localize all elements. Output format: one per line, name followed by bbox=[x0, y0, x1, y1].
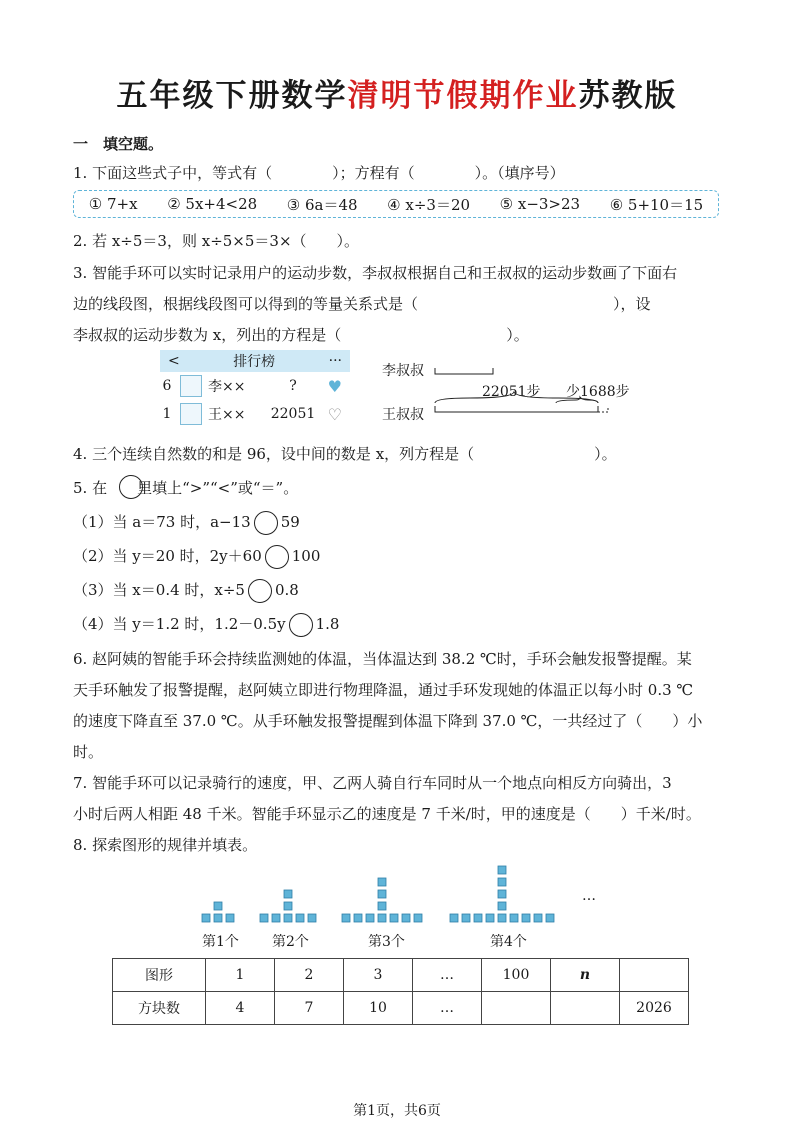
ellipsis: … bbox=[582, 888, 596, 904]
q5-value: 59 bbox=[280, 513, 300, 531]
q6-line1: 6. 赵阿姨的智能手环会持续监测她的体温，当体温达到 38.2 ℃时，手环会触发报警提醒。某 bbox=[73, 650, 692, 668]
user-name: 李×× bbox=[208, 379, 246, 395]
heart-outline-icon[interactable]: ♡ bbox=[327, 404, 342, 424]
q6-line3: 的速度下降直至 37.0 ℃。从手环触发报警提醒到体温下降到 37.0 ℃，一共经过了（ ）小 bbox=[73, 712, 703, 730]
q8-text: 8. 探索图形的规律并填表。 bbox=[73, 836, 258, 854]
q6-line2: 天手环触发了报警提醒，赵阿姨立即进行物理降温，通过手环发现她的体温正以每小时 0.3 ℃ bbox=[73, 681, 694, 699]
table-cell: 2 bbox=[275, 959, 344, 992]
table-header-cell: 图形 bbox=[113, 959, 206, 992]
title-part1: 五年级下册数学 bbox=[116, 78, 348, 114]
rank-number: 6 bbox=[162, 378, 172, 394]
answer-circle[interactable] bbox=[265, 545, 289, 569]
q1-option: ⑤ x−3>23 bbox=[499, 195, 581, 213]
rank-number: 1 bbox=[162, 406, 172, 422]
ranking-card bbox=[160, 350, 350, 432]
title-part3: 苏教版 bbox=[578, 78, 678, 114]
q1-options bbox=[73, 190, 719, 218]
q1-option: ② 5x+4<28 bbox=[167, 195, 258, 213]
table-cell: 4 bbox=[206, 992, 275, 1025]
q5-value: 1.8 bbox=[315, 615, 340, 633]
table-cell: 100 bbox=[482, 959, 551, 992]
q5-item bbox=[73, 579, 299, 603]
table-cell-blank[interactable] bbox=[551, 992, 620, 1025]
q3-line2: 边的线段图，根据线段图可以得到的等量关系式是（ ），设 bbox=[73, 295, 651, 313]
q7-line1: 7. 智能手环可以记录骑行的速度，甲、乙两人骑自行车同时从一个地点向相反方向骑出，3 bbox=[73, 774, 672, 792]
ranking-title: 排行榜 bbox=[233, 354, 276, 370]
q3-line3: 李叔叔的运动步数为 x，列出的方程是（ ）。 bbox=[73, 326, 529, 344]
more-icon[interactable]: ··· bbox=[328, 353, 342, 369]
q5-item bbox=[73, 545, 320, 569]
q1-text: 1. 下面这些式子中，等式有（ ）；方程有（ ）。（填序号） bbox=[73, 164, 565, 182]
wang-segment bbox=[435, 406, 598, 412]
section-heading: 一 填空题。 bbox=[73, 135, 164, 153]
heart-icon[interactable]: ♥ bbox=[327, 376, 342, 396]
pattern-table bbox=[112, 958, 689, 1025]
ranking-header bbox=[160, 350, 350, 372]
step-count: ? bbox=[289, 378, 297, 394]
q2-text: 2. 若 x÷5＝3，则 x÷5×5＝3×（ ）。 bbox=[73, 232, 360, 250]
table-cell: 2026 bbox=[620, 992, 689, 1025]
answer-circle[interactable] bbox=[254, 511, 278, 535]
q5-value: 100 bbox=[291, 547, 321, 565]
user-name: 王×× bbox=[208, 407, 246, 423]
diff-label: 少1688步 bbox=[566, 384, 630, 400]
fig-label: 第2个 bbox=[272, 934, 309, 950]
answer-circle[interactable] bbox=[119, 475, 143, 499]
block-pattern-figures bbox=[190, 856, 610, 926]
q5-item bbox=[73, 613, 339, 637]
q1-option: ① 7+x bbox=[88, 195, 138, 213]
table-cell: 10 bbox=[344, 992, 413, 1025]
table-cell: … bbox=[413, 959, 482, 992]
fig-label: 第1个 bbox=[202, 934, 239, 950]
fig-label: 第4个 bbox=[490, 934, 527, 950]
back-icon[interactable]: < bbox=[168, 353, 180, 369]
table-cell-blank[interactable] bbox=[620, 959, 689, 992]
fig-label: 第3个 bbox=[368, 934, 405, 950]
q5-expr: （3）当 x＝0.4 时，x÷5 bbox=[73, 581, 245, 599]
table-cell-blank[interactable] bbox=[482, 992, 551, 1025]
table-header-cell: 方块数 bbox=[113, 992, 206, 1025]
li-label: 李叔叔 bbox=[382, 363, 424, 379]
q3-line1: 3. 智能手环可以实时记录用户的运动步数，李叔叔根据自己和王叔叔的运动步数画了下面右 bbox=[73, 264, 678, 282]
table-row bbox=[113, 992, 689, 1025]
q7-line2: 小时后两人相距 48 千米。智能手环显示乙的速度是 7 千米/时，甲的速度是（ ）千米/时。 bbox=[73, 805, 701, 823]
q4-text: 4. 三个连续自然数的和是 96，设中间的数是 x，列方程是（ ）。 bbox=[73, 445, 617, 463]
wang-segment-extension bbox=[598, 406, 608, 412]
li-segment bbox=[435, 368, 493, 374]
table-cell: 1 bbox=[206, 959, 275, 992]
q5-expr: （4）当 y＝1.2 时，1.2－0.5y bbox=[73, 615, 286, 633]
answer-circle[interactable] bbox=[248, 579, 272, 603]
table-cell: … bbox=[413, 992, 482, 1025]
q1-option: ④ x÷3＝20 bbox=[387, 195, 471, 214]
q6-line4: 时。 bbox=[73, 743, 104, 761]
ranking-row bbox=[160, 400, 350, 428]
ranking-row bbox=[160, 372, 350, 400]
q5-expr: （1）当 a＝73 时，a−13 bbox=[73, 513, 251, 531]
q1-option: ⑥ 5+10＝15 bbox=[609, 195, 704, 214]
q5-value: 0.8 bbox=[274, 581, 299, 599]
table-cell: 3 bbox=[344, 959, 413, 992]
q5-item bbox=[73, 511, 300, 535]
wang-label: 王叔叔 bbox=[382, 407, 424, 423]
title-highlight: 清明节假期作业 bbox=[347, 78, 579, 114]
total-steps-label: 22051步 bbox=[482, 384, 541, 400]
table-cell: 7 bbox=[275, 992, 344, 1025]
page-title bbox=[0, 70, 794, 115]
table-row bbox=[113, 959, 689, 992]
q1-option: ③ 6a＝48 bbox=[286, 195, 358, 214]
step-count: 22051 bbox=[270, 406, 316, 422]
table-cell: n bbox=[551, 959, 620, 992]
segment-diagram bbox=[430, 360, 620, 422]
avatar bbox=[180, 375, 202, 397]
q5-expr: （2）当 y＝20 时，2y＋60 bbox=[73, 547, 262, 565]
answer-circle[interactable] bbox=[289, 613, 313, 637]
total-brace bbox=[435, 392, 598, 403]
page-footer: 第1页，共6页 bbox=[353, 1103, 441, 1119]
q5-label: 5. 在 里填上“>”“<”或“＝”。 bbox=[73, 479, 299, 497]
avatar bbox=[180, 403, 202, 425]
q5-text bbox=[73, 477, 298, 498]
